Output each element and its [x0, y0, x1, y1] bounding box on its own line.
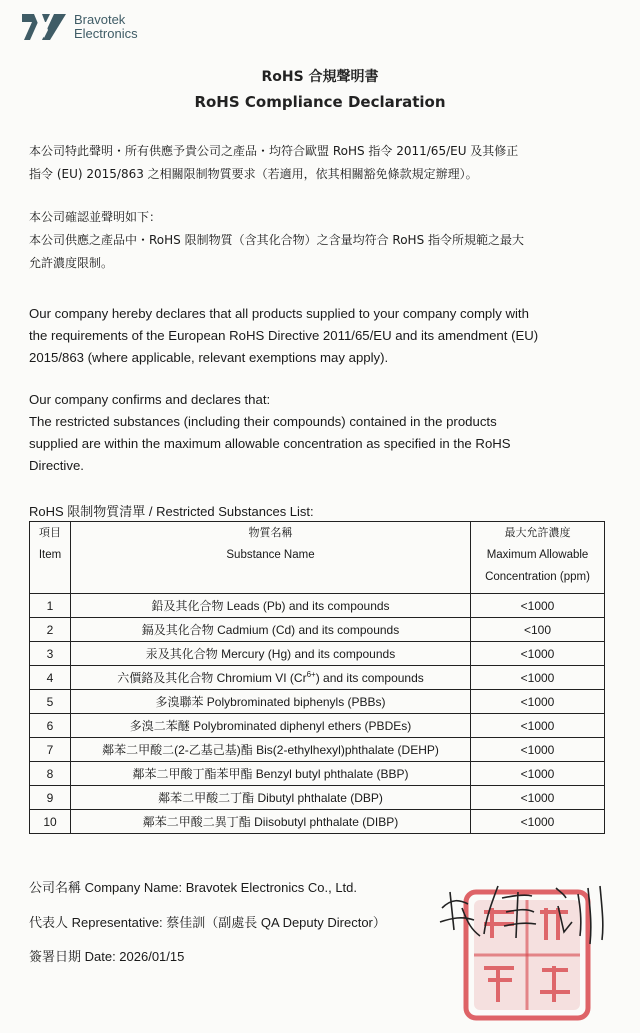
row-substance-zh: 鄰苯二甲酸二(2-乙基己基)酯	[102, 743, 253, 757]
table-row	[30, 618, 605, 642]
confirm-en-line-3: supplied are within the maximum allowable concentration as specified in the RoHS	[29, 436, 511, 451]
confirm-en	[29, 389, 609, 477]
row-item: 1	[30, 594, 71, 618]
logo-line-1: Bravotek	[74, 12, 126, 27]
row-item: 6	[30, 714, 71, 738]
row-substance-en: Leads (Pb) and its compounds	[226, 599, 390, 613]
row-max: <1000	[471, 810, 605, 834]
header-item	[30, 522, 71, 594]
row-item: 3	[30, 642, 71, 666]
handwritten-signature	[432, 878, 612, 948]
row-max: <1000	[471, 690, 605, 714]
row-substance-en: Bis(2-ethylhexyl)phthalate (DEHP)	[256, 743, 439, 757]
row-substance-en: Mercury (Hg) and its compounds	[221, 647, 396, 661]
row-substance-zh: 鎘及其化合物	[141, 623, 214, 637]
confirm-zh-line-3: 允許濃度限制。	[29, 256, 114, 270]
row-max: <1000	[471, 714, 605, 738]
restricted-list-caption: RoHS 限制物質清單 / Restricted Substances List:	[29, 504, 314, 519]
header-substance-name	[71, 522, 471, 594]
row-substance-zh: 多溴二苯醚	[129, 719, 190, 733]
table-row	[30, 714, 605, 738]
row-max: <1000	[471, 786, 605, 810]
declaration-en-line-1: Our company hereby declares that all products supplied to your company comply with	[29, 306, 529, 321]
row-substance-zh: 鄰苯二甲酸二丁酯	[158, 791, 255, 805]
declaration-en	[29, 303, 609, 369]
table-row	[30, 690, 605, 714]
row-substance-en: Polybrominated biphenyls (PBBs)	[206, 695, 386, 709]
row-max: <1000	[471, 762, 605, 786]
declaration-en-line-2: the requirements of the European RoHS Directive 2011/65/EU and its amendment (EU)	[29, 328, 539, 343]
row-substance-en-pre: Chromium VI (Cr	[216, 671, 307, 685]
header-item-zh: 項目	[39, 527, 61, 539]
header-name-zh: 物質名稱	[248, 527, 293, 539]
company-name-line: 公司名稱 Company Name: Bravotek Electronics Co., Ltd.	[29, 880, 358, 895]
row-substance-zh: 多溴聯苯	[155, 695, 204, 709]
table-row	[30, 786, 605, 810]
row-substance-en: Benzyl butyl phthalate (BBP)	[255, 767, 409, 781]
row-item: 10	[30, 810, 71, 834]
bv-logo-mark	[20, 10, 68, 44]
row-substance-zh: 鄰苯二甲酸丁酯苯甲酯	[132, 767, 253, 781]
table-header-row	[30, 522, 605, 594]
row-item: 7	[30, 738, 71, 762]
row-substance	[71, 618, 471, 642]
row-substance	[71, 786, 471, 810]
row-max: <1000	[471, 594, 605, 618]
row-max: <1000	[471, 738, 605, 762]
confirm-zh-line-2: 本公司供應之產品中・RoHS 限制物質（含其化合物）之含量均符合 RoHS 指令所規範之最大	[29, 233, 525, 247]
confirm-zh	[29, 206, 609, 275]
row-substance	[71, 714, 471, 738]
restricted-substances-table	[29, 521, 605, 834]
declaration-en-line-3: 2015/863 (where applicable, relevant exemptions may apply).	[29, 350, 389, 365]
row-substance-en: Cadmium (Cd) and its compounds	[217, 623, 400, 637]
row-item: 8	[30, 762, 71, 786]
row-substance	[71, 762, 471, 786]
title-chinese: RoHS 合規聲明書	[261, 69, 379, 85]
confirm-en-line-4: Directive.	[29, 458, 84, 473]
table-row	[30, 810, 605, 834]
row-substance	[71, 666, 471, 690]
row-substance-en-sup: 6+	[306, 670, 316, 679]
header-max-en-2: Concentration (ppm)	[485, 571, 590, 583]
row-substance	[71, 738, 471, 762]
company-logo	[20, 10, 138, 44]
table-row	[30, 666, 605, 690]
row-max: <1000	[471, 666, 605, 690]
confirm-en-line-1: Our company confirms and declares that:	[29, 392, 271, 407]
row-max: <100	[471, 618, 605, 642]
row-max: <1000	[471, 642, 605, 666]
row-substance-en: Polybrominated diphenyl ethers (PBDEs)	[193, 719, 412, 733]
row-substance	[71, 810, 471, 834]
representative-line: 代表人 Representative: 蔡佳訓（副處長 QA Deputy Director）	[29, 915, 386, 930]
table-row	[30, 738, 605, 762]
header-max-en-1: Maximum Allowable	[486, 549, 589, 561]
row-substance-en: Diisobutyl phthalate (DIBP)	[254, 815, 399, 829]
row-substance	[71, 690, 471, 714]
table-row	[30, 642, 605, 666]
title-english: RoHS Compliance Declaration	[194, 93, 446, 111]
row-substance-zh: 汞及其化合物	[145, 647, 218, 661]
row-item: 9	[30, 786, 71, 810]
row-substance-en-post: ) and its compounds	[315, 671, 424, 685]
row-item: 5	[30, 690, 71, 714]
header-item-en: Item	[38, 549, 62, 561]
logo-wordmark	[74, 13, 138, 41]
row-item: 2	[30, 618, 71, 642]
row-item: 4	[30, 666, 71, 690]
header-max-zh: 最大允許濃度	[504, 527, 571, 539]
table-row	[30, 762, 605, 786]
table-row	[30, 594, 605, 618]
header-max-concentration	[471, 522, 605, 594]
row-substance	[71, 642, 471, 666]
declaration-zh-line-1: 本公司特此聲明・所有供應予貴公司之產品・均符合歐盟 RoHS 指令 2011/65/EU 及其修正	[29, 144, 519, 158]
row-substance-zh: 鄰苯二甲酸二異丁酯	[142, 815, 251, 829]
declaration-zh	[29, 140, 609, 186]
declaration-zh-line-2: 指令 (EU) 2015/863 之相關限制物質要求（若適用，依其相關豁免條款規定辦理）。	[29, 167, 478, 181]
confirm-zh-line-1: 本公司確認並聲明如下：	[29, 210, 162, 224]
row-substance-zh: 六價鉻及其化合物	[117, 671, 214, 685]
row-substance	[71, 594, 471, 618]
row-substance-zh: 鉛及其化合物	[151, 599, 224, 613]
row-substance-en: Dibutyl phthalate (DBP)	[257, 791, 383, 805]
confirm-en-line-2: The restricted substances (including their compounds) contained in the products	[29, 414, 497, 429]
header-name-en: Substance Name	[226, 549, 315, 561]
date-line: 簽署日期 Date: 2026/01/15	[29, 949, 185, 964]
logo-line-2: Electronics	[74, 26, 138, 41]
